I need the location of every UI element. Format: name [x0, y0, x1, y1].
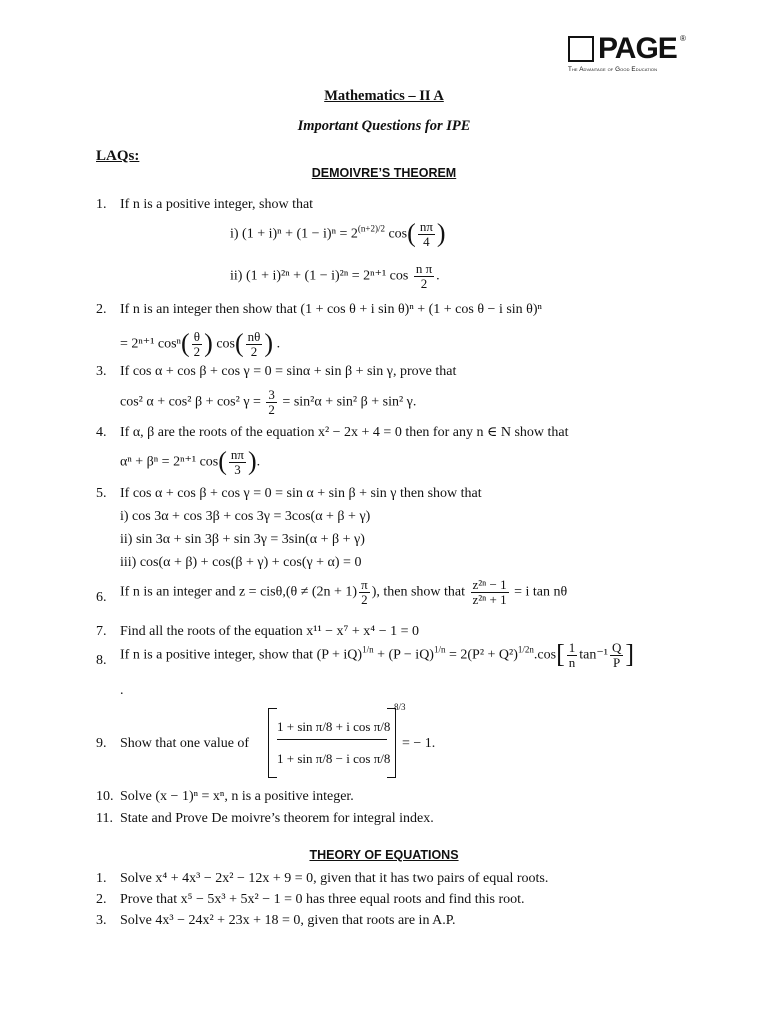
formula-text: cos	[388, 226, 408, 242]
question-number: 8.	[96, 653, 107, 668]
denominator: 2	[420, 275, 428, 291]
fraction	[610, 641, 623, 669]
formula-text: ), then show that	[371, 584, 466, 600]
denominator: P	[613, 654, 621, 670]
question-part: ii) sin 3α + sin 3β + sin 3γ = 3sin(α + β + γ)	[120, 532, 365, 547]
formula-text: cos	[216, 336, 235, 352]
question-text: Solve x⁴ + 4x³ − 2x² − 12x + 9 = 0, given that it has two pairs of equal roots.	[120, 871, 549, 886]
question-part	[120, 448, 260, 476]
question-number: 7.	[96, 624, 107, 639]
question-text: Prove that x⁵ − 5x³ + 5x² − 1 = 0 has three equal roots and find this root.	[120, 892, 525, 907]
question-number: 3.	[96, 364, 107, 379]
fraction	[229, 448, 246, 476]
numerator: Q	[611, 640, 622, 655]
question-part	[120, 330, 280, 358]
matrix-bracket	[268, 708, 396, 778]
formula-text: If n is a positive integer, show that (P + iQ)	[120, 647, 363, 663]
page-subtitle: Important Questions for IPE	[297, 118, 471, 134]
formula-text: tan⁻¹	[579, 647, 608, 663]
logo-emblem-icon	[568, 36, 594, 62]
fraction	[359, 578, 370, 606]
denominator: 2	[268, 401, 275, 417]
question-text: If α, β are the roots of the equation x² − 2x + 4 = 0 then for any n ∈ N show that	[120, 425, 569, 440]
question-text: Find all the roots of the equation x¹¹ − x⁷ + x⁴ − 1 = 0	[120, 624, 419, 639]
denominator: 2	[193, 343, 201, 359]
question-number: 2.	[96, 302, 107, 317]
paren: )	[247, 446, 257, 476]
bracket: ]	[625, 639, 635, 669]
fraction	[567, 641, 578, 669]
page-title: Mathematics – II A	[324, 88, 444, 104]
numerator: nπ	[419, 219, 433, 234]
denominator: 2	[250, 343, 258, 359]
logo-word: PAGE	[598, 32, 677, 65]
question-number: 4.	[96, 425, 107, 440]
question-part	[230, 262, 440, 290]
page-logo	[568, 34, 688, 78]
paren: (	[218, 446, 227, 476]
fraction	[192, 330, 203, 358]
paren: )	[264, 328, 274, 358]
paren: )	[204, 328, 213, 358]
denominator: n	[568, 654, 576, 670]
bracket: [	[556, 639, 565, 669]
question-number: 9.	[96, 736, 107, 751]
stray-period: .	[120, 683, 124, 698]
formula-lhs: αⁿ + βⁿ = 2ⁿ⁺¹ cos	[120, 454, 219, 470]
question-number: 10.	[96, 789, 114, 804]
question-text	[120, 641, 634, 669]
paren: (	[407, 218, 416, 248]
denominator: z²ⁿ + 1	[472, 591, 507, 607]
question-number: 1.	[96, 197, 107, 212]
question-text: State and Prove De moivre’s theorem for integral index.	[120, 811, 434, 826]
numerator: z²ⁿ − 1	[472, 577, 507, 592]
formula-text: = 2(P² + Q²)	[448, 647, 518, 663]
question-number: 5.	[96, 486, 107, 501]
formula-text: = sin²α + sin² β + sin² γ.	[282, 394, 417, 410]
formula-lhs: ii) (1 + i)²ⁿ + (1 − i)²ⁿ = 2ⁿ⁺¹ cos	[230, 268, 409, 284]
exponent: 8/3	[394, 702, 406, 712]
question-part: i) cos 3α + cos 3β + cos 3γ = 3cos(α + β + γ)	[120, 509, 371, 524]
fraction	[418, 220, 435, 248]
question-text: Solve (x − 1)ⁿ = xⁿ, n is a positive integer.	[120, 789, 354, 804]
formula-text: = − 1.	[402, 736, 436, 751]
formula-lhs: i) (1 + i)ⁿ + (1 − i)ⁿ = 2	[230, 226, 358, 242]
fraction	[471, 578, 509, 606]
question-number: 3.	[96, 913, 107, 928]
exponent: 1/n	[433, 644, 446, 655]
formula-text: .	[256, 454, 261, 470]
fraction	[246, 330, 263, 358]
question-number: 2.	[96, 892, 107, 907]
question-number: 1.	[96, 871, 107, 886]
matrix-numerator: 1 + sin π/8 + i cos π/8	[277, 720, 387, 740]
formula-text: = i tan nθ	[514, 584, 568, 600]
section-title-theory-of-equations: THEORY OF EQUATIONS	[309, 848, 459, 862]
numerator: θ	[192, 330, 203, 345]
question-part	[120, 388, 416, 416]
numerator: n π	[415, 261, 433, 276]
question-text: If cos α + cos β + cos γ = 0 = sin α + sin β + sin γ then show that	[120, 486, 482, 501]
numerator: nθ	[247, 329, 261, 344]
question-text: If cos α + cos β + cos γ = 0 = sinα + sin β + sin γ, prove that	[120, 364, 457, 379]
formula-text: If n is an integer and z = cisθ,(θ ≠ (2n + 1)	[120, 584, 358, 600]
section-title-demoivre: DEMOIVRE’S THEOREM	[311, 166, 457, 180]
question-number: 6.	[96, 590, 107, 605]
question-text	[120, 578, 567, 606]
logo-registered-mark: ®	[680, 34, 686, 43]
formula-text: + (P − iQ)	[377, 647, 434, 663]
question-text: If n is an integer then show that (1 + cos θ + i sin θ)ⁿ + (1 + cos θ − i sin θ)ⁿ	[120, 302, 542, 317]
matrix-denominator: 1 + sin π/8 − i cos π/8	[277, 751, 391, 766]
exponent: (n+2)/2	[357, 223, 385, 234]
formula-lhs: = 2ⁿ⁺¹ cosⁿ	[120, 336, 181, 352]
fraction	[266, 388, 277, 416]
numerator: 1	[568, 640, 576, 655]
exponent: 1/n	[362, 644, 374, 655]
denominator: 3	[234, 461, 241, 477]
numerator: π	[361, 577, 368, 592]
paren: (	[234, 328, 244, 358]
formula-text: .	[436, 268, 440, 284]
question-text: Show that one value of	[120, 736, 250, 751]
question-part: iii) cos(α + β) + cos(β + γ) + cos(γ + α) = 0	[120, 555, 362, 570]
denominator: 4	[423, 233, 430, 249]
paren: (	[180, 328, 190, 358]
question-number: 11.	[96, 811, 113, 826]
paren: )	[436, 218, 446, 248]
exponent: 1/2n	[517, 644, 534, 655]
logo-tagline: The Advantage of Good Education	[568, 66, 658, 73]
denominator: 2	[361, 591, 368, 607]
numerator: 3	[268, 387, 275, 402]
fraction	[414, 262, 434, 290]
laqs-heading: LAQs:	[96, 148, 140, 164]
formula-text: .	[276, 336, 281, 352]
question-text: Solve 4x³ − 24x² + 23x + 18 = 0, given that roots are in A.P.	[120, 913, 456, 928]
question-part	[230, 220, 446, 248]
question-text: If n is a positive integer, show that	[120, 197, 314, 212]
numerator: nπ	[230, 447, 244, 462]
formula-text: .cos	[533, 647, 557, 663]
formula-lhs: cos² α + cos² β + cos² γ =	[120, 394, 261, 410]
